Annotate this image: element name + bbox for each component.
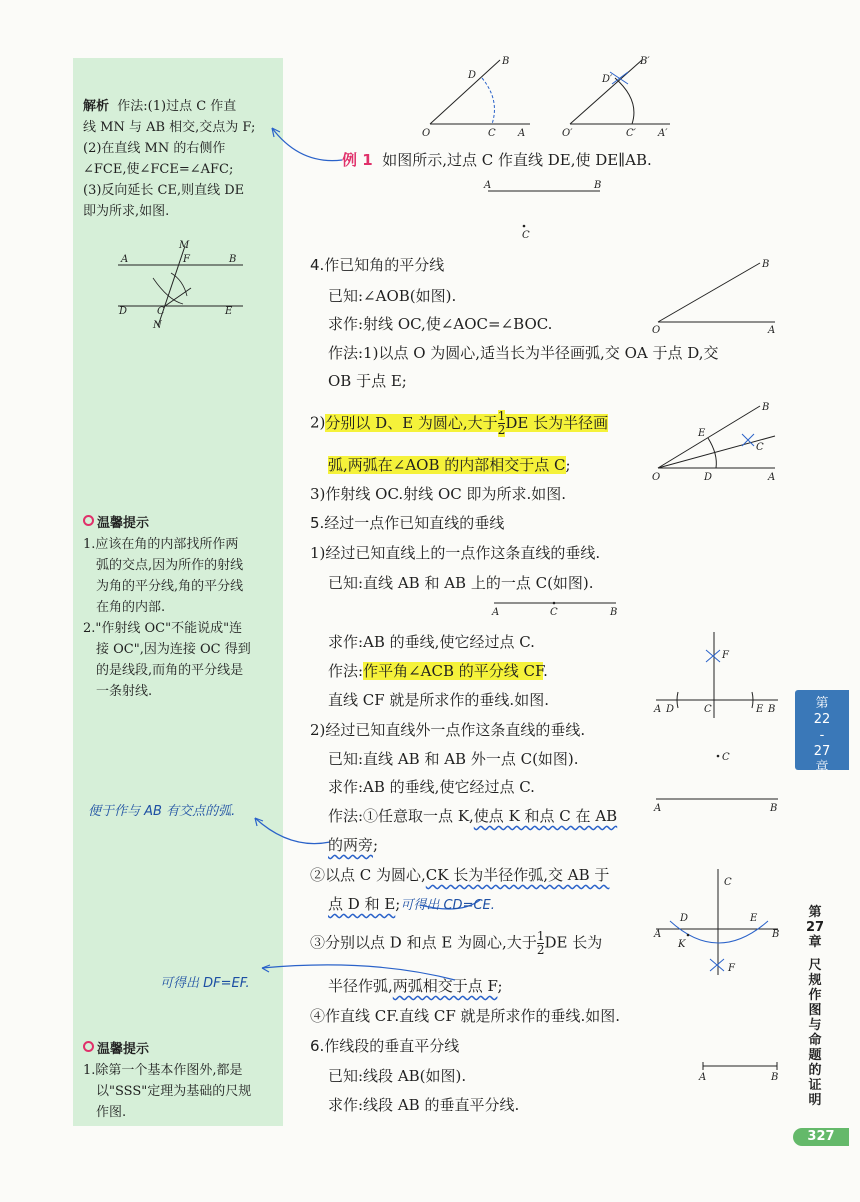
vtitle-char: 尺 (808, 958, 822, 973)
svg-text:A: A (654, 803, 662, 814)
tip-line: 弧的交点,因为所作的射线 (96, 558, 244, 573)
handwritten-note-2: 可得出 DF=EF. (160, 976, 250, 991)
sec5-m2f (328, 975, 503, 997)
tip-line: 以"SSS"定理为基础的尺规 (96, 1084, 252, 1099)
vtitle-char: 27 (805, 920, 825, 935)
svg-text:C: C (704, 704, 712, 715)
line-figure-2 (652, 745, 782, 815)
tip-line: 2."作射线 OC"不能说成"连 (83, 621, 243, 636)
method-text: 作法:①任意取一点 K, (328, 807, 474, 825)
highlight-text: 分别以 D、E 为圆心,大于 (325, 413, 498, 432)
svg-text:O: O (422, 128, 431, 139)
segment-figure (695, 1058, 785, 1084)
section-6-title: 6.作线段的垂直平分线 (310, 1037, 460, 1055)
perpendicular-figure-1 (652, 630, 782, 720)
sec4-given: 已知:∠AOB(如图). (328, 287, 457, 305)
svg-text:C: C (157, 306, 165, 317)
section-5-title: 5.经过一点作已知直线的垂线 (310, 514, 505, 532)
svg-text:C: C (550, 607, 558, 618)
section-4-title: 4.作已知角的平分线 (310, 256, 445, 274)
svg-text:A: A (699, 1072, 707, 1083)
analysis-line: (2)在直线 MN 的右侧作 (83, 141, 226, 156)
tip-line: 为角的平分线,角的平分线 (96, 579, 244, 594)
sec5-m2c (310, 864, 609, 886)
svg-text:B′: B′ (640, 56, 650, 67)
svg-text:A′: A′ (658, 128, 668, 139)
sec5-given2: 已知:直线 AB 和 AB 外一点 C(如图). (328, 750, 579, 768)
analysis-line: 作法:(1)过点 C 作直 (117, 99, 237, 114)
svg-text:D: D (119, 306, 128, 317)
punct: ; (373, 836, 379, 854)
svg-text:B: B (762, 259, 770, 270)
svg-text:C: C (488, 128, 496, 139)
tab-line: 22 (813, 712, 831, 727)
svg-text:B: B (770, 803, 778, 814)
tab-line: 章 (815, 760, 829, 775)
tip-line: 的是线段,而角的平分线是 (96, 663, 244, 678)
highlight-text: 弧,两弧在∠AOB 的内部相交于点 C (328, 456, 566, 474)
punct: ; (565, 456, 571, 474)
tip-line: 1.除第一个基本作图外,都是 (83, 1063, 243, 1078)
tab-line: 27 (813, 744, 831, 759)
svg-text:A: A (121, 254, 129, 265)
chapter-tab (795, 690, 849, 775)
vtitle-char: 图 (808, 1003, 822, 1018)
svg-text:A: A (484, 180, 492, 191)
example-text: 如图所示,过点 C 作直线 DE,使 DE∥AB. (382, 151, 652, 169)
vtitle-char: 第 (808, 905, 822, 920)
svg-text:B: B (594, 180, 602, 191)
vtitle-char: 证 (808, 1078, 822, 1093)
method-text: 半径作弧, (328, 977, 393, 995)
svg-text:C: C (722, 752, 730, 763)
highlight-text: DE 长为半径画 (505, 413, 609, 432)
example-1 (342, 149, 652, 171)
tip-line: 一条射线. (96, 684, 153, 699)
svg-text:A: A (654, 704, 662, 715)
angle-copy-figure (420, 50, 690, 140)
punct: . (543, 662, 548, 680)
svg-text:B: B (771, 1072, 779, 1083)
sec5-m2d (328, 893, 495, 917)
sec5-result1: 直线 CF 就是所求作的垂线.如图. (328, 691, 549, 709)
sec5-m2a (328, 805, 617, 827)
analysis-line: ∠FCE,使∠FCE=∠AFC; (83, 162, 234, 177)
sec5-given1: 已知:直线 AB 和 AB 上的一点 C(如图). (328, 574, 594, 592)
analysis-line: (3)反向延长 CE,则直线 DE (83, 183, 245, 198)
wavy-underline-text: 两弧相交于点 F (392, 977, 498, 995)
svg-text:B: B (502, 56, 510, 67)
svg-text:O: O (652, 472, 661, 483)
tab-line: - (819, 728, 825, 743)
sec5-m2b (328, 834, 378, 856)
svg-text:M: M (179, 240, 190, 251)
svg-text:E: E (750, 913, 758, 924)
tip-line: 作图. (96, 1105, 127, 1120)
sec5-sub1: 1)经过已知直线上的一点作这条直线的垂线. (310, 544, 601, 562)
highlight-text: 作平角∠ACB 的平分线 CF (363, 662, 544, 680)
svg-text:B: B (229, 254, 237, 265)
tab-line: 第 (815, 696, 829, 711)
handwritten-note-3: 可得出 CD=CE. (400, 898, 495, 913)
vertical-chapter-title (800, 905, 830, 1108)
svg-text:B: B (772, 929, 780, 940)
sec5-todo1: 求作:AB 的垂线,使它经过点 C. (328, 633, 535, 651)
sec4-todo: 求作:射线 OC,使∠AOC=∠BOC. (328, 315, 553, 333)
wavy-underline-text: 点 D 和 E (328, 895, 396, 913)
analysis-line: 线 MN 与 AB 相交,交点为 F; (83, 120, 256, 135)
svg-text:F: F (728, 963, 735, 974)
svg-text:C: C (724, 877, 732, 888)
svg-text:D: D (680, 913, 689, 924)
wavy-underline-text: CK 长为半径作弧,交 AB 于 (425, 866, 610, 884)
vtitle-char: 章 (808, 935, 822, 950)
fraction-numerator: 1 (497, 409, 506, 423)
svg-text:C: C (756, 442, 764, 453)
line-figure-1 (488, 597, 623, 619)
perpendicular-figure-2 (652, 865, 782, 980)
example-label: 例 1 (342, 151, 373, 169)
example-figure (480, 178, 610, 243)
method-text: DE 长为 (544, 933, 603, 952)
punct: ; (395, 895, 401, 913)
method-text: ②以点 C 为圆心, (310, 866, 426, 884)
vtitle-char: 规 (808, 973, 822, 988)
sec6-todo: 求作:线段 AB 的垂直平分线. (328, 1096, 520, 1114)
wavy-underline-text: 的两旁 (328, 836, 374, 854)
vtitle-char: 明 (808, 1093, 822, 1108)
vtitle-char: 与 (808, 1018, 822, 1033)
svg-text:B: B (762, 402, 770, 413)
sec4-step2-cont (328, 454, 571, 476)
tip-line: 接 OC",因为连接 OC 得到 (96, 642, 251, 657)
svg-text:A: A (768, 472, 776, 483)
analysis-line: 即为所求,如图. (83, 204, 170, 219)
svg-text:E: E (756, 704, 764, 715)
tip-title-text: 温馨提示 (97, 1042, 150, 1057)
svg-text:K: K (678, 939, 686, 950)
svg-text:O: O (652, 325, 661, 335)
page-number: 327 (793, 1128, 849, 1146)
svg-text:D: D (704, 472, 713, 483)
svg-text:A: A (654, 929, 662, 940)
svg-text:B: B (768, 704, 776, 715)
svg-text:C: C (522, 230, 530, 241)
handwritten-note-1: 便于作与 AB 有交点的弧. (88, 804, 236, 819)
angle-bisector-figure (650, 398, 785, 486)
svg-text:D: D (468, 70, 477, 81)
sec4-step1: 作法:1)以点 O 为圆心,适当长为半径画弧,交 OA 于点 D,交 (328, 344, 719, 362)
svg-text:O′: O′ (562, 128, 573, 139)
sec4-step2 (310, 410, 608, 437)
vtitle-char: 作 (808, 988, 822, 1003)
vtitle-char: 的 (808, 1063, 822, 1078)
wavy-underline-text: 使点 K 和点 C 在 AB (473, 807, 618, 825)
analysis-label: 解析 (83, 99, 110, 114)
sec6-given: 已知:线段 AB(如图). (328, 1067, 467, 1085)
sec5-m2g: ④作直线 CF.直线 CF 就是所求作的垂线.如图. (310, 1007, 621, 1025)
angle-figure-1 (650, 255, 785, 335)
tip-line: 在角的内部. (96, 600, 166, 615)
svg-text:A: A (768, 325, 776, 335)
svg-text:F: F (183, 254, 190, 265)
svg-text:N: N (153, 320, 162, 331)
fraction-denominator: 2 (497, 423, 506, 437)
svg-text:B: B (610, 607, 618, 618)
svg-text:F: F (722, 650, 729, 661)
svg-text:A: A (492, 607, 500, 618)
svg-text:A: A (518, 128, 526, 139)
svg-text:D′: D′ (602, 74, 613, 85)
sec5-todo2: 求作:AB 的垂线,使它经过点 C. (328, 778, 535, 796)
sec4-step1-cont: OB 于点 E; (328, 372, 407, 390)
method-label: 作法: (328, 662, 364, 680)
svg-text:E: E (698, 428, 706, 439)
punct: ; (497, 977, 503, 995)
svg-text:C′: C′ (626, 128, 636, 139)
sec4-step3: 3)作射线 OC.射线 OC 即为所求.如图. (310, 485, 567, 503)
sec5-sub2: 2)经过已知直线外一点作这条直线的垂线. (310, 721, 586, 739)
sec5-method1 (328, 660, 548, 682)
fraction-numerator: 1 (536, 929, 545, 943)
svg-text:E: E (225, 306, 233, 317)
svg-text:D: D (666, 704, 675, 715)
sec5-m2e (310, 930, 602, 957)
vtitle-char: 题 (808, 1048, 822, 1063)
fraction-denominator: 2 (536, 943, 545, 957)
tip-title-text: 温馨提示 (97, 516, 150, 531)
vtitle-char: 命 (808, 1033, 822, 1048)
method-text: ③分别以点 D 和点 E 为圆心,大于 (310, 933, 537, 952)
step-number: 2) (310, 413, 326, 432)
tip-line: 1.应该在角的内部找所作两 (83, 537, 239, 552)
